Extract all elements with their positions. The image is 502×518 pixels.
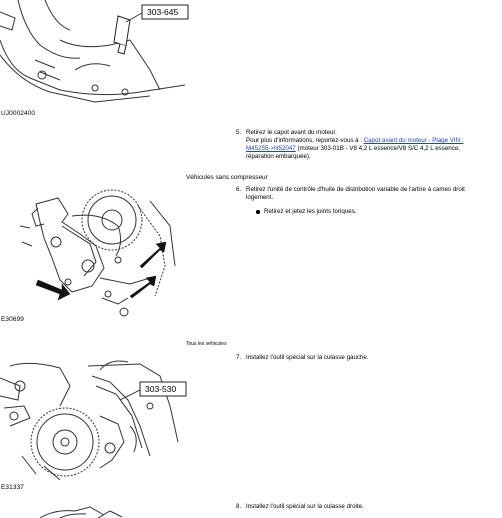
reference-link-vin[interactable]: M45255->N52047 (246, 145, 296, 152)
step-text: Installez l'outil spécial sur la culasse droite. (246, 503, 364, 510)
reference-suffix: (moteur 303-01B - V8 4,2 L essence/V8 S/C 4,2 L essence, (295, 145, 461, 152)
bullet-icon (256, 210, 260, 214)
step-text: Retirez le capot avant du moteur. (246, 129, 337, 136)
step-number: 8. (236, 503, 242, 510)
reference-prefix: Pour plus d'informations, reportez-vous à : (246, 137, 364, 144)
figure-tool-303-645 (0, 0, 190, 112)
section-heading: Véhicules sans compresseur (186, 174, 268, 181)
figure-right-head (0, 505, 190, 518)
bullet-text: Retirez et jetez les joints toriques. (264, 208, 357, 215)
figure-vvt-unit (0, 186, 190, 318)
figure-tool-303-530 (0, 356, 190, 480)
step-number: 5. (236, 129, 242, 136)
tool-callout-label: 303-645 (147, 7, 179, 17)
step-number: 7. (236, 354, 242, 361)
step-reference (246, 137, 464, 145)
tool-callout-label: 303-530 (145, 384, 177, 394)
figure-caption: UJ0002400 (1, 110, 36, 117)
figure-caption: E30699 (1, 316, 25, 323)
section-heading: Tous les véhicules (186, 341, 227, 347)
step-number: 6. (236, 186, 242, 193)
step-reference-line3: réparation embarquée). (246, 153, 311, 160)
step-text-continued: logement. (246, 194, 274, 201)
reference-link[interactable]: Capot avant du moteur - Plage VIN : (363, 137, 464, 144)
step-reference-line2 (246, 145, 460, 153)
figure-caption: E31337 (1, 484, 25, 491)
step-text: Installez l'outil spécial sur la culasse gauche. (246, 354, 369, 361)
step-text: Retirez l'unité de contrôle d'huile de distribution variable de l'arbre à cames droit (246, 186, 465, 193)
